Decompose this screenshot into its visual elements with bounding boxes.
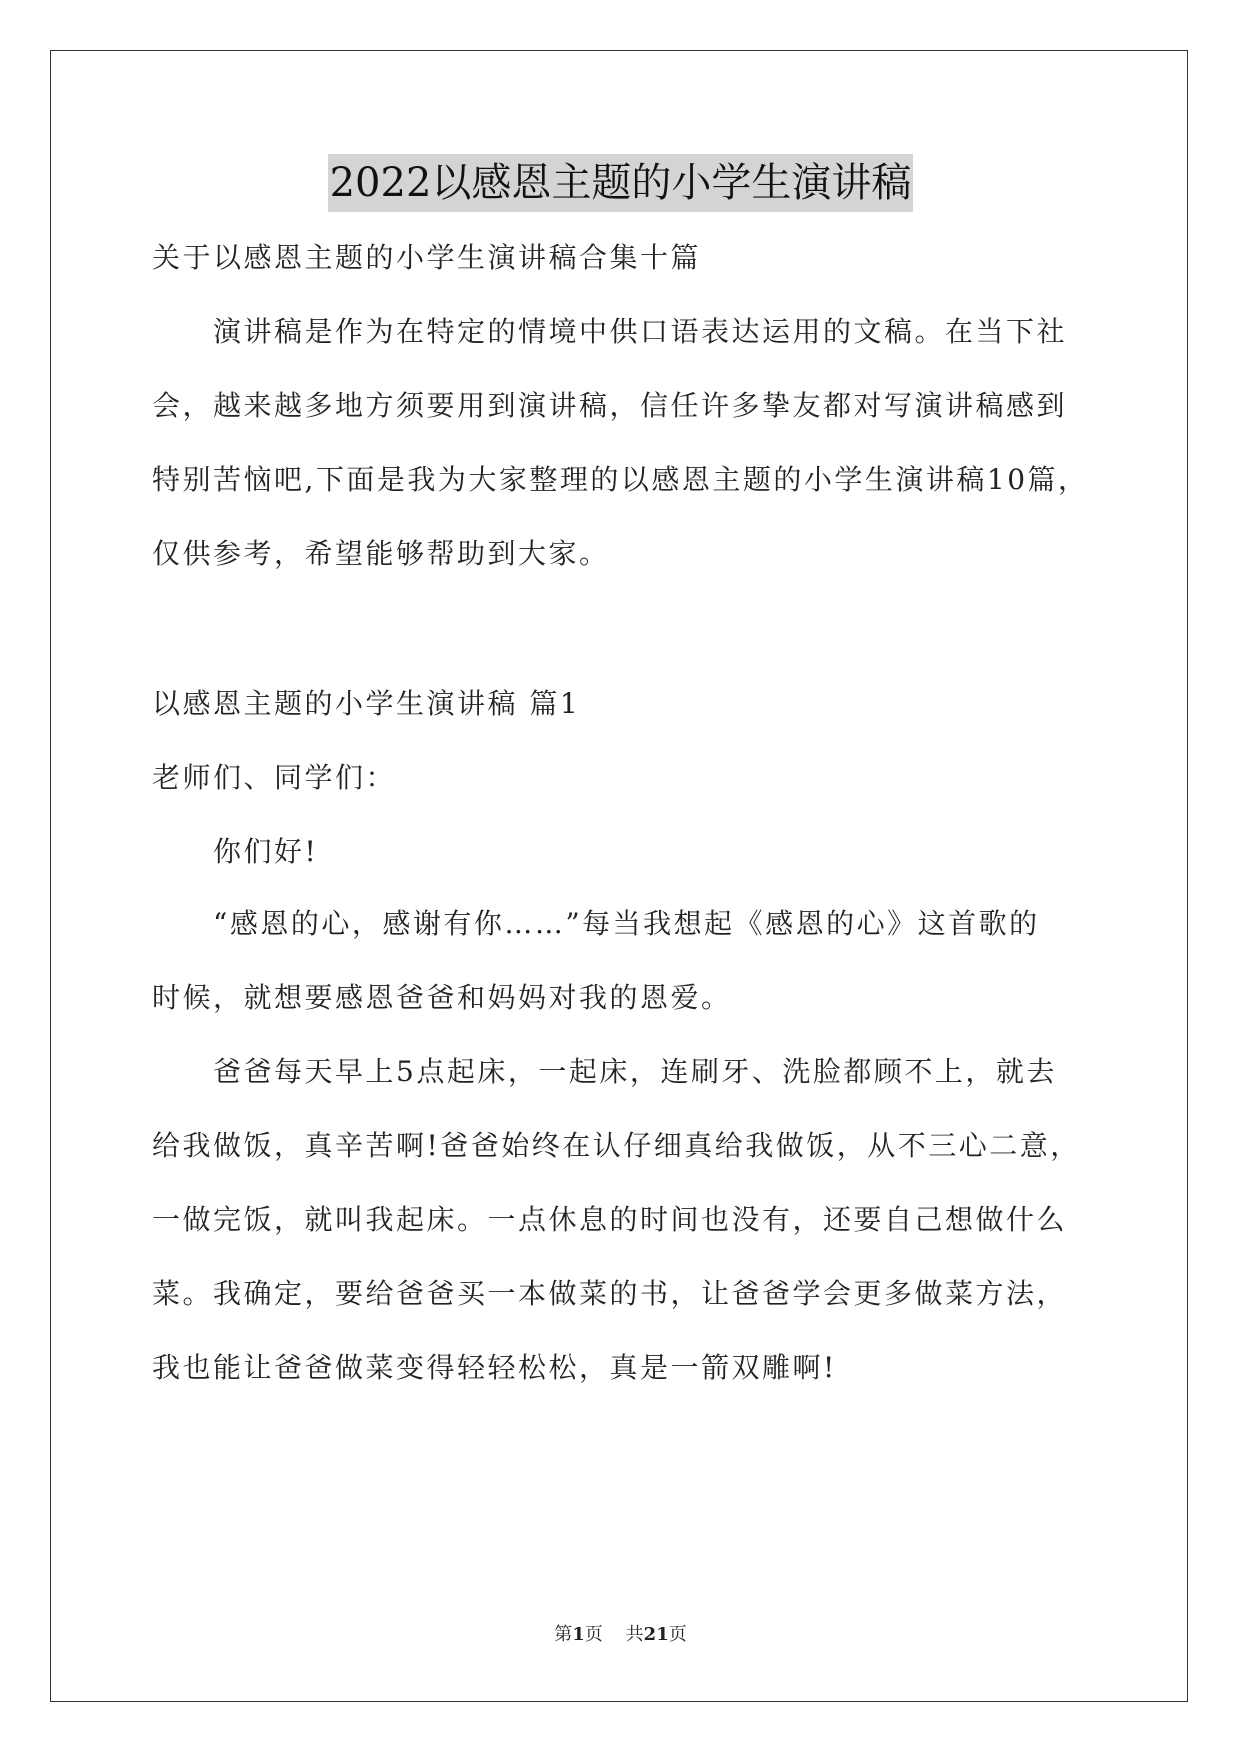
paragraph-line: 一做完饭，就叫我起床。一点休息的时间也没有，还要自己想做什么 (152, 1203, 1068, 1236)
document-subtitle: 关于以感恩主题的小学生演讲稿合集十篇 (152, 241, 702, 274)
paragraph-line: 时候，就想要感恩爸爸和妈妈对我的恩爱。 (152, 981, 732, 1014)
intro-line: 会，越来越多地方须要用到演讲稿，信任许多挚友都对写演讲稿感到 (152, 389, 1068, 422)
total-pages: 21 (643, 1624, 669, 1645)
document-title: 2022以感恩主题的小学生演讲稿 (328, 154, 914, 212)
title-container (0, 154, 1241, 212)
section-heading: 以感恩主题的小学生演讲稿 篇1 (152, 687, 581, 720)
intro-line: 特别苦恼吧,下面是我为大家整理的以感恩主题的小学生演讲稿10篇， (152, 463, 1089, 496)
page-footer (0, 1622, 1241, 1648)
total-suffix: 页 (668, 1624, 687, 1645)
page-border (50, 50, 1188, 1702)
paragraph-line: 爸爸每天早上5点起床，一起床，连刷牙、洗脸都顾不上，就去 (213, 1055, 1057, 1088)
paragraph-line: “感恩的心，感谢有你……”每当我想起《感恩的心》这首歌的 (213, 907, 1040, 940)
page-prefix: 第 (554, 1624, 573, 1645)
paragraph-line: 菜。我确定，要给爸爸买一本做菜的书，让爸爸学会更多做菜方法， (152, 1277, 1068, 1310)
paragraph-line: 我也能让爸爸做菜变得轻轻松松，真是一箭双雕啊! (152, 1351, 837, 1384)
greeting: 你们好! (213, 835, 319, 868)
total-prefix: 共 (625, 1624, 644, 1645)
intro-line: 演讲稿是作为在特定的情境中供口语表达运用的文稿。在当下社 (213, 315, 1068, 348)
paragraph-line: 给我做饭，真辛苦啊!爸爸始终在认仔细真给我做饭，从不三心二意， (152, 1129, 1081, 1162)
page-number: 1 (572, 1624, 585, 1645)
salutation: 老师们、同学们： (152, 761, 397, 794)
intro-line: 仅供参考，希望能够帮助到大家。 (152, 537, 610, 570)
page-suffix: 页 (584, 1624, 603, 1645)
